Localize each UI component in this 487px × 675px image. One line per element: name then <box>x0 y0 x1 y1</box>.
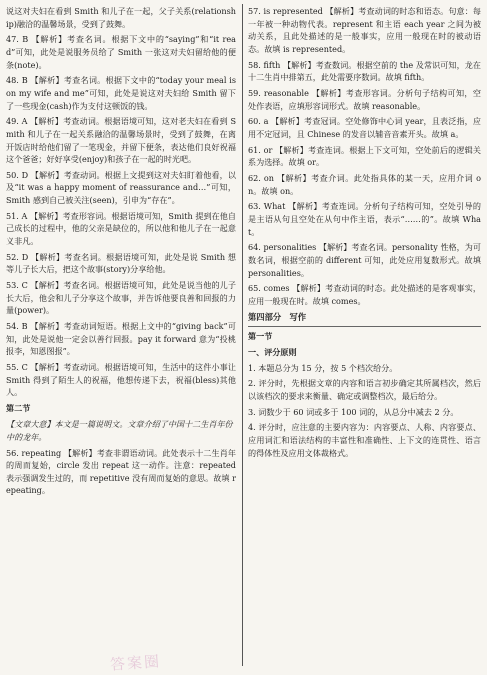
left-summary-11: 【文章大意】本文是一篇说明文。文章介绍了中国十二生肖年份中的龙年。 <box>6 418 233 442</box>
right-entry-2: 59. reasonable 【解析】考查形容词。分析句子结构可知，空处作表语，应填形容词形式。故填 reasonable。 <box>248 87 481 111</box>
heading-rule <box>248 326 481 327</box>
right-entry-1: 58. fifth 【解析】考查数词。根据空前的 the 及常识可知，龙在十二生肖中排第五，此处需要序数词。故填 fifth。 <box>248 59 481 83</box>
right-entry-0: 57. is represented 【解析】考查动词的时态和语态。句意：每一年被一种动物代表。represent 和主语 each year 之间为被动关系，且此处描述的是一般事实，应用一般现在时的被动语态。故填 is represented。 <box>248 6 481 54</box>
right-subheading-10: 第一节 <box>248 331 273 342</box>
right-entry-5: 62. on 【解析】考查介词。此处指具体的某一天，应用介词 on。故填 on。 <box>248 173 481 196</box>
right-entry-8: 65. comes 【解析】考查动词的时态。此处描述的是客观事实，应用一般现在时。故填 comes。 <box>248 283 481 306</box>
left-entry-4: 50. D 【解析】考查动词。根据上文提到这对夫妇盯着他看，以及“it was a happy moment of reassurance and…”可知，Smith 感到自己被关注(seen)，引申为“存在”。 <box>6 169 236 206</box>
right-entry-15: 4. 评分时，应注意的主要内容为：内容要点、人称、内容要点、应用词汇和语法结构的丰富性和准确性、上下文的连贯性、语言的得体性及应用文体裁格式。 <box>248 422 481 458</box>
column-divider <box>242 4 243 666</box>
right-entry-3: 60. a 【解析】考查冠词。空处修饰中心词 year，且表泛指，应用不定冠词，且 Chinese 的发音以辅音音素开头。故填 a。 <box>248 116 481 139</box>
right-column <box>248 5 481 462</box>
right-heading-9: 第四部分 写作 <box>248 311 307 322</box>
watermark-logo: 答案圈 <box>109 652 162 674</box>
left-entry-2: 48. B 【解析】考查名词。根据下文中的“today your meal is on my wife and me”可知，此处是说这对夫妇给 Smith 留下了一些现金(cash)作为支付这顿饭的钱。 <box>6 75 236 111</box>
right-entry-7: 64. personalities 【解析】考查名词。personality 性格，为可数名词，根据空前的 different 可知，此处应用复数形式。故填 personalities。 <box>248 242 481 278</box>
right-entry-13: 2. 评分时，先根据文章的内容和语言初步确定其所属档次，然后以该档次的要求来衡量、确定或调整档次，最后给分。 <box>248 378 481 401</box>
left-entry-5: 51. A 【解析】考查形容词。根据语境可知，Smith 提到在他自己成长的过程中，他的父亲是缺位的，所以他和他儿子在一起意义非凡。 <box>6 210 236 247</box>
left-subheading-10: 第二节 <box>6 403 31 414</box>
left-entry-12: 56. repeating 【解析】考查非谓语动词。此处表示十二生肖年的周而复始，circle 发出 repeat 这一动作。注意：repeated 表示强调发生过的，而 repetitive 没有周而复始的意思。故填 repeating。 <box>6 447 236 496</box>
left-entry-1: 47. B 【解析】考查名词。根据下文中的“saying”和“it read”可知，此处是说服务员给了 Smith 一张这对夫妇留给他的便条(note)。 <box>6 34 236 70</box>
left-entry-9: 55. C 【解析】考查动词。根据语境可知，生活中的这件小事让 Smith 得到了陌生人的祝福，他想传递下去，祝福(bless)其他人。 <box>6 362 236 398</box>
right-subheading-11: 一、评分原则 <box>248 346 297 357</box>
left-entry-0: 说这对夫妇在看到 Smith 和儿子在一起，父子关系(relationship)融洽的温馨场景，受到了鼓舞。 <box>6 6 236 29</box>
left-entry-6: 52. D 【解析】考查名词。根据语境可知，此处是说 Smith 想等儿子长大后，把这个故事(story)分享给他。 <box>6 251 236 275</box>
left-entry-3: 49. A 【解析】考查动词。根据语境可知，这对老夫妇在看到 Smith 和儿子在一起关系融洽的温馨场景时，受到了鼓舞，在离开饭店时给他们留了一笔现金，并留下便条，表达他们良好祝福这个爸爸；好好享受(enjoy)和孩子在一起的时光吧。 <box>6 116 236 165</box>
right-entry-14: 3. 词数少于 60 词或多于 100 词的，从总分中减去 2 分。 <box>248 406 459 417</box>
right-entry-6: 63. What 【解析】考查连词。分析句子结构可知，空处引导的是主语从句且空处在从句中作主语，表示“……的”。故填 What。 <box>248 201 481 237</box>
left-entry-8: 54. B 【解析】考查动词短语。根据上文中的“giving back”可知，此处是说他一定会以善行回报。pay it forward 意为“投桃报李，知恩图报”。 <box>6 321 236 357</box>
left-entry-7: 53. C 【解析】考查名词。根据语境可知，此处是说当他的儿子长大后，他会和儿子分享这个故事，并告诉他要良善和回报的力量(power)。 <box>6 280 236 316</box>
right-entry-4: 61. or 【解析】考查连词。根据上下文可知，空处前后的逻辑关系为选择。故填 or。 <box>248 144 481 168</box>
right-entry-12: 1. 本题总分为 15 分，按 5 个档次给分。 <box>248 362 398 373</box>
left-column <box>6 5 236 500</box>
